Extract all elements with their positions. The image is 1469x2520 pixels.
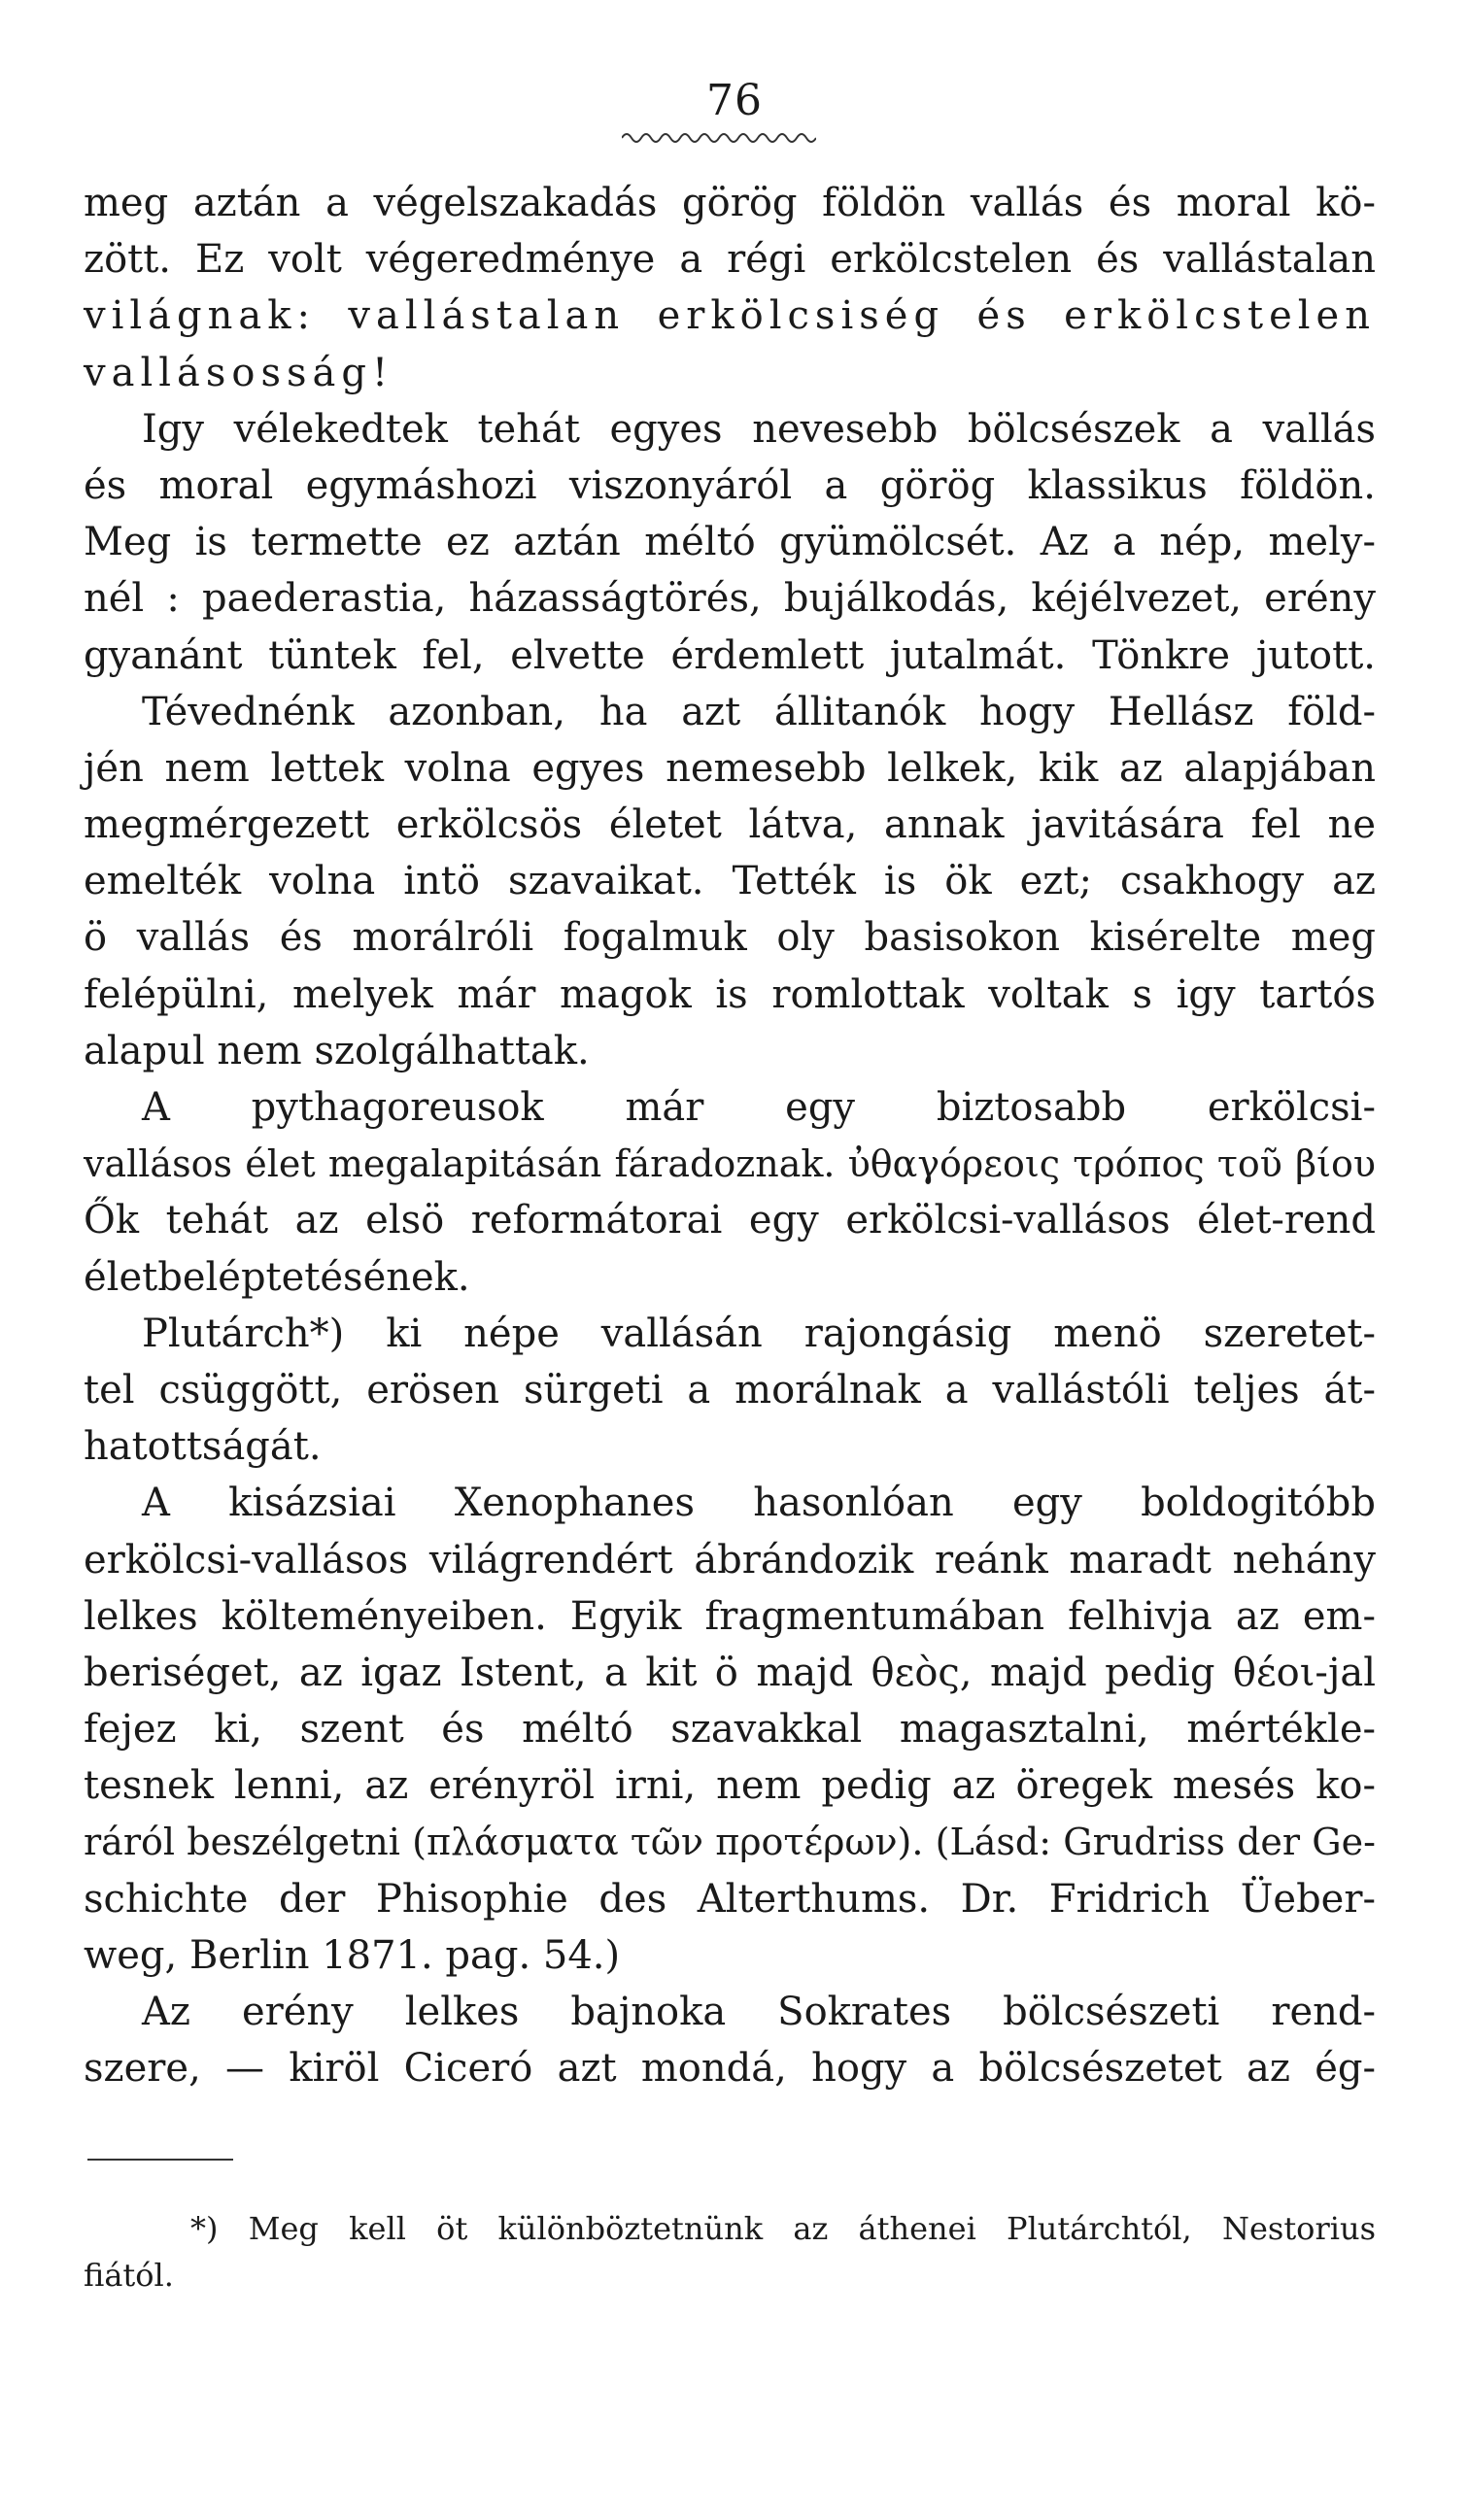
text-line: jén nem lettek volna egyes nemesebb lelkek, kik az alapjában [84, 745, 1376, 791]
text-line: és moral egymáshozi viszonyáról a görög klassikus földön. [84, 462, 1376, 508]
footnote-line: *) Meg kell öt különböztetnünk az áthenei Plutárchtól, Nestorius [190, 2210, 1376, 2247]
footnote-divider [87, 2159, 233, 2161]
text-line: fejez ki, szent és méltó szavakkal magasztalni, mértékle- [84, 1707, 1376, 1753]
text-line: Meg is termette ez aztán méltó gyümölcsét. Az a nép, mely- [84, 520, 1376, 565]
text-line: világnak: vallástalan erkölcsiség és erkölcstelen [84, 293, 1376, 339]
text-line: emelték volna intö szavaikat. Tették is ök ezt; csakhogy az [84, 859, 1376, 904]
body-text [84, 175, 1376, 2096]
text-line: vallásosság! [84, 350, 394, 395]
text-line: gyanánt tüntek fel, elvette érdemlett jutalmát. Tönkre jutott. [84, 632, 1376, 678]
footnote-line: fiától. [84, 2257, 174, 2294]
text-line: alapul nem szolgálhattak. [84, 1028, 590, 1073]
text-line: megmérgezett erkölcsös életet látva, annak javitására fel ne [84, 802, 1376, 848]
footnote [84, 2205, 1376, 2299]
text-line: vallásos élet megalapitásán fáradoznak. ὐθαγόρεοις τρόπος τοῦ βίου [84, 1142, 1376, 1186]
text-line: A kisázsiai Xenophanes hasonlóan egy boldogitóbb [142, 1481, 1376, 1526]
text-line: tesnek lenni, az erényröl irni, nem pedig az öregek mesés ko- [84, 1763, 1376, 1809]
text-line: ö vallás és morálróli fogalmuk oly basisokon kisérelte meg [84, 915, 1376, 961]
text-line: Igy vélekedtek tehát egyes nevesebb bölcsészek a vallás [142, 406, 1376, 452]
page-number: 76 [706, 76, 763, 125]
text-line: Plutárch*) ki népe vallásán rajongásig menö szeretet- [142, 1311, 1376, 1356]
text-line: weg, Berlin 1871. pag. 54.) [84, 1932, 621, 1978]
wavy-ornament-icon [622, 128, 816, 148]
text-line: zött. Ez volt végeredménye a régi erkölcstelen és vallástalan [84, 237, 1376, 283]
text-line: meg aztán a végelszakadás görög földön vallás és moral kö- [84, 181, 1376, 225]
text-line: nél : paederastia, házasságtörés, bujálkodás, kéjélvezet, erény [84, 576, 1376, 622]
text-line: hatottságát. [84, 1424, 322, 1470]
text-line: Ők tehát az elsö reformátorai egy erkölcsi-vallásos élet-rend [84, 1198, 1376, 1243]
text-line: A pythagoreusok már egy biztosabb erkölcsi- [142, 1085, 1376, 1130]
text-line: beriséget, az igaz Istent, a kit ö majd θεὸς, majd pedig θέοι-jal [84, 1650, 1376, 1695]
text-line: Az erény lelkes bajnoka Sokrates bölcsészeti rend- [142, 1990, 1376, 2034]
text-line: Tévednénk azonban, ha azt állitanók hogy Hellász föld- [142, 689, 1376, 734]
text-line: szere, — kiröl Ciceró azt mondá, hogy a bölcsészetet az ég- [84, 2046, 1376, 2092]
text-line: életbeléptetésének. [84, 1254, 470, 1300]
text-line: erkölcsi-vallásos világrendért ábrándozik reánk maradt nehány [84, 1537, 1376, 1583]
text-line: felépülni, melyek már magok is romlottak voltak s igy tartós [84, 971, 1376, 1017]
text-line: schichte der Phisophie des Alterthums. Dr. Fridrich Üeber- [84, 1876, 1376, 1922]
text-line: lelkes költeményeiben. Egyik fragmentumában felhivja az em- [84, 1593, 1376, 1639]
text-line: tel csüggött, erösen sürgeti a morálnak a vallástóli teljes át- [84, 1367, 1376, 1413]
text-line: ráról beszélgetni (πλάσματα τῶν προτέρων). (Lásd: Grudriss der Ge- [84, 1821, 1376, 1864]
